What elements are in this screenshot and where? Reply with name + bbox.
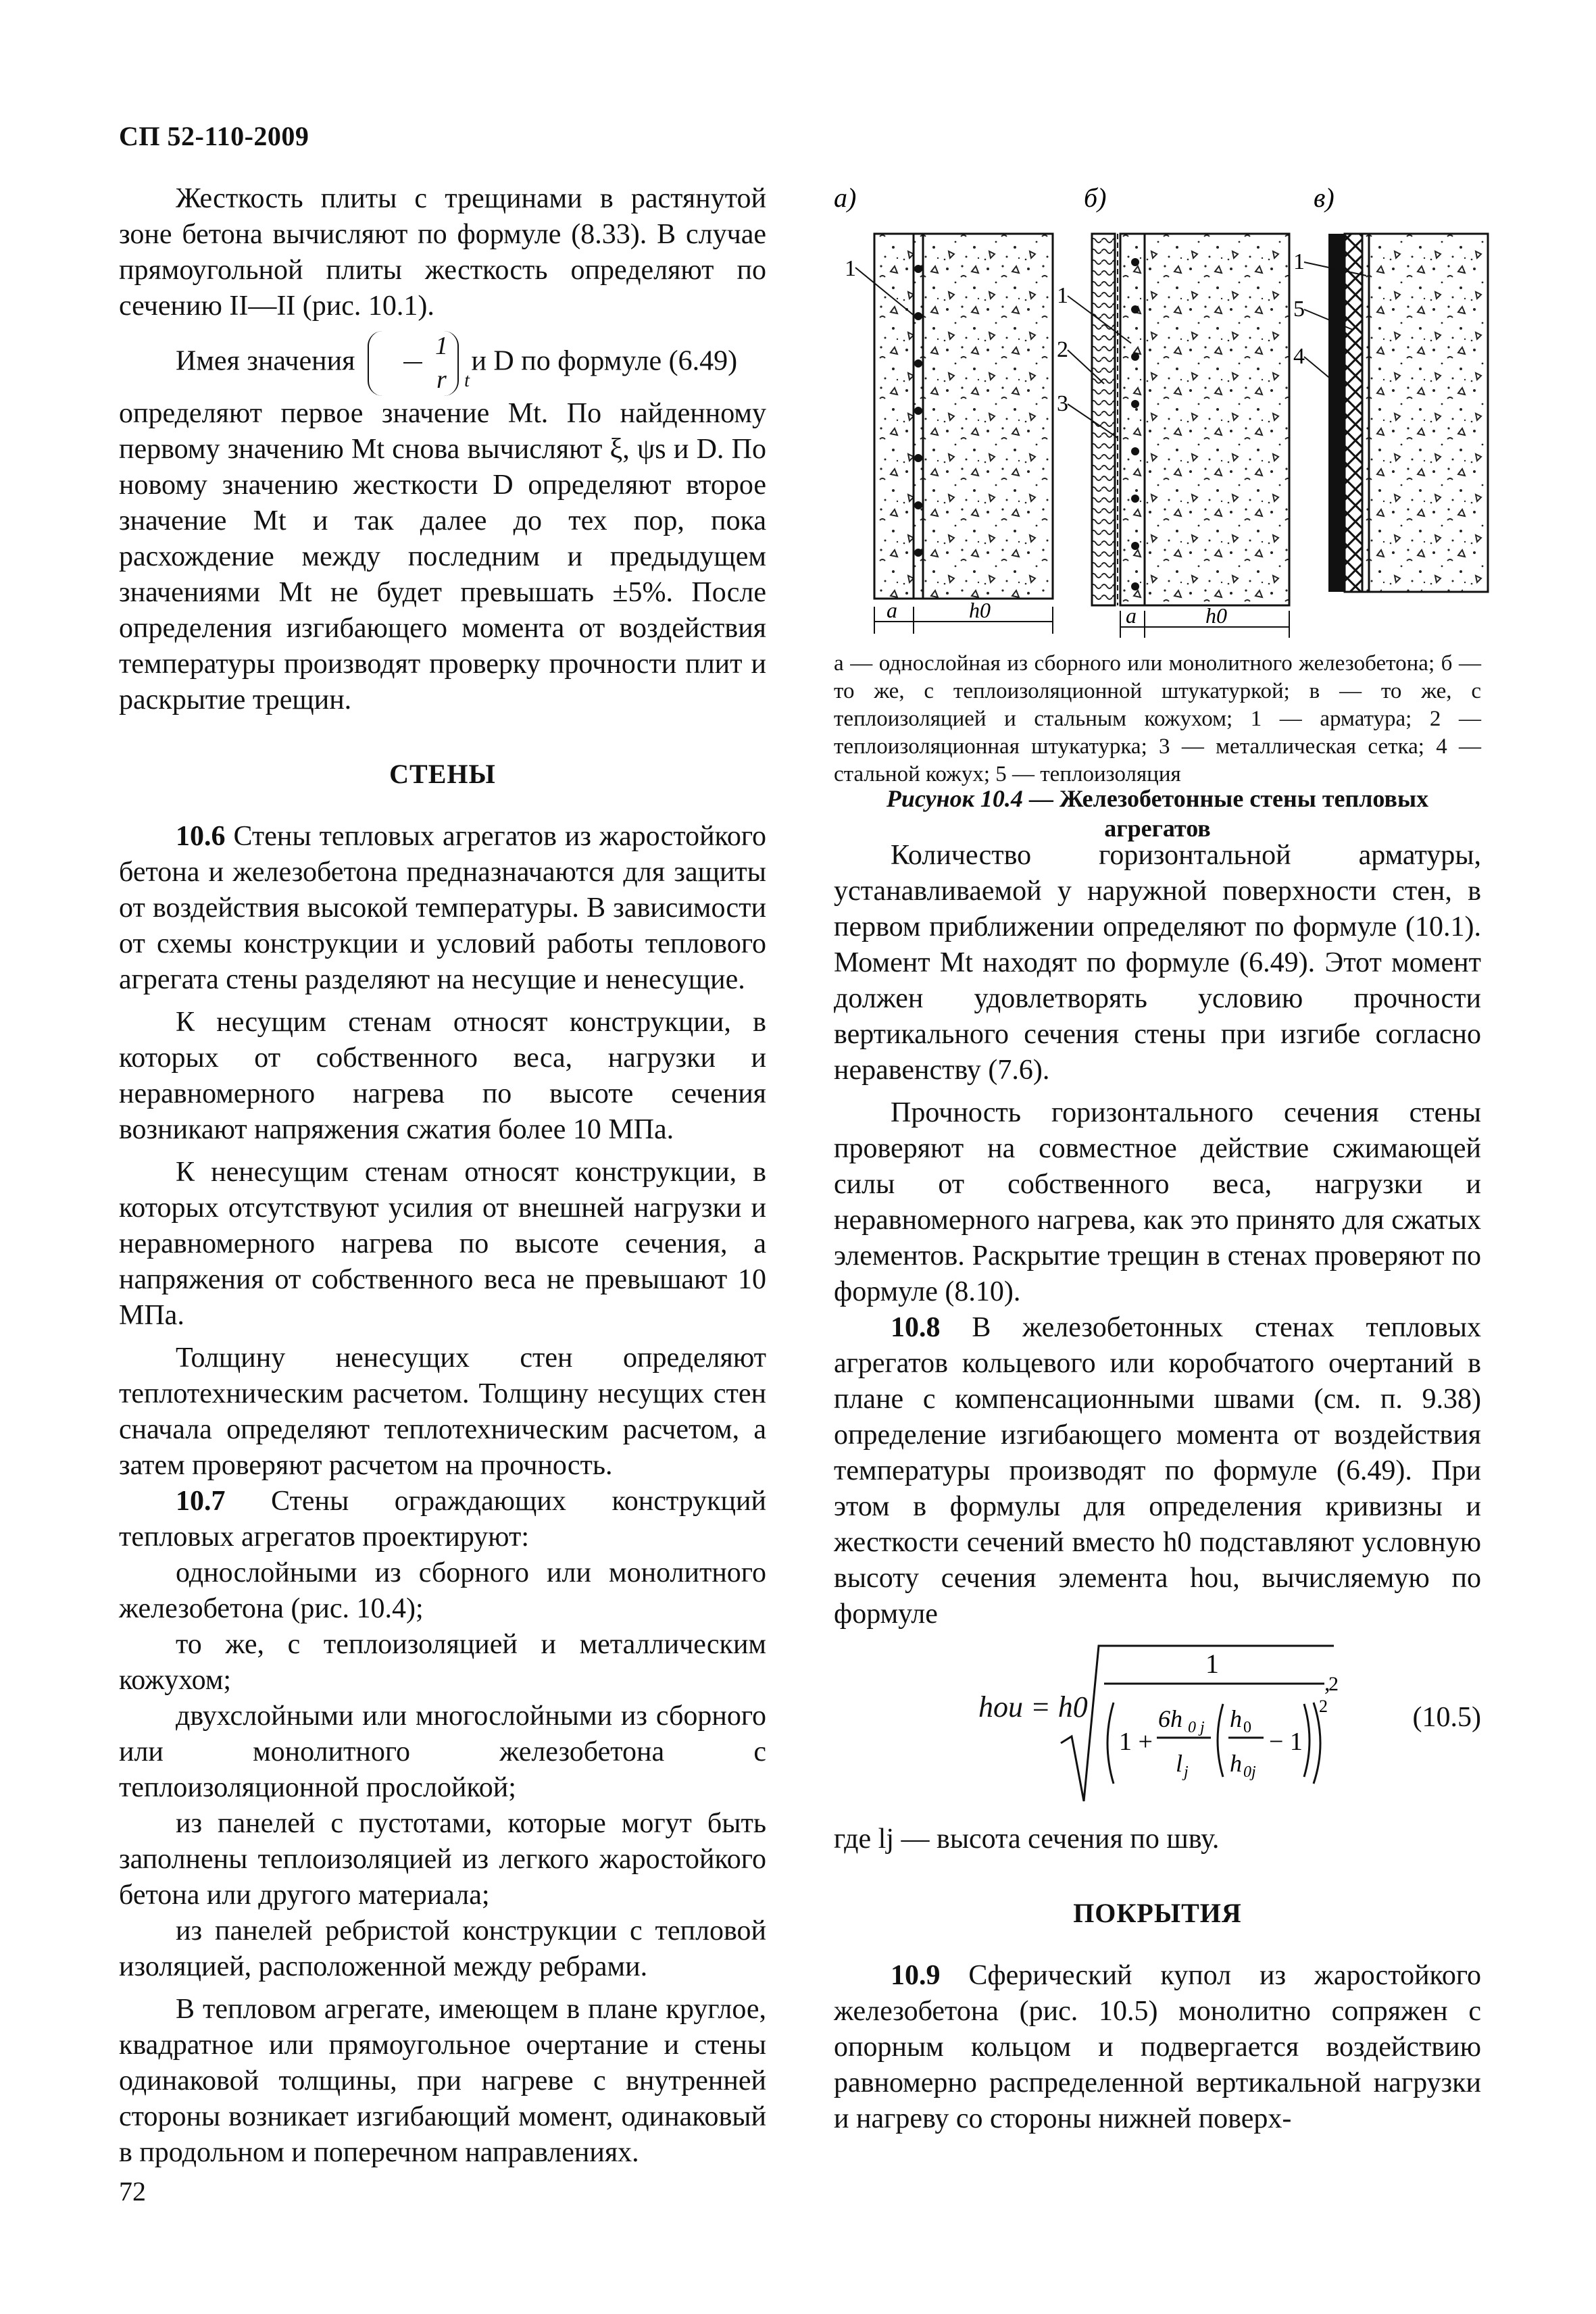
callout-a-1: 1	[845, 256, 856, 281]
svg-text:1 +: 1 +	[1119, 1728, 1153, 1756]
callout-b-3: 3	[1057, 391, 1068, 416]
wall-b-body	[1145, 234, 1289, 605]
paragraph: Прочность горизонтального сечения стены проверяют на совместное действие сжимающей силы от собственного веса, нагрузки и неравномерного нагрева, как это принято для сжатых элементов. Раскрытие трещин в стенах проверяют по формуле (8.10).	[834, 1097, 1481, 1307]
list-item: то же, с теплоизоляцией и металлическим кожухом;	[119, 1629, 766, 1696]
svg-text:,: ,	[1324, 1671, 1330, 1696]
wall-b-plaster-layer	[1092, 234, 1115, 605]
paragraph: определяют первое значение Mt. По найденному первому значению Mt снова вычисляют ξ, ψs и D. По новому значению жесткости D определяют второе значение Mt и так далее до тех пор, пока расхождение между последним и предыдущем значениями Mt не будет превышать ±5%. После определения изгибающего момента от воздействия температуры производят проверку прочности плит и раскрытие трещин.	[119, 398, 766, 715]
paragraph: Количество горизонтальной арматуры, устанавливаемой у наружной поверхности стен, в первом приближении определяют по формуле (10.1). Момент Mt находят по формуле (6.49). Этот момент должен удовлетворять условию прочности вертикального сечения стены при изгибе согласно неравенству (7.6).	[834, 840, 1481, 1086]
wall-c-body	[1362, 234, 1488, 592]
wall-a-body	[914, 234, 1053, 599]
paragraph: Жесткость плиты с трещинами в растянутой зоне бетона вычисляют по формуле (8.33). В случае прямоугольной плиты жесткость определяют по сечению II—II (рис. 10.1).	[119, 183, 766, 322]
panel-label-c: в)	[1314, 182, 1335, 213]
paragraph-with-fraction: Имея значения 1 r t и D по формуле (6.49)	[119, 331, 766, 396]
svg-text:− 1: − 1	[1269, 1728, 1303, 1756]
list-item: двухслойными или многослойными из сборного или монолитного железобетона с теплоизоляционной прослойкой;	[119, 1701, 766, 1803]
section-title: СТЕНЫ	[389, 759, 496, 789]
wall-sections-drawing	[820, 181, 1496, 640]
page-number: 72	[119, 2176, 146, 2207]
paragraph: К ненесущим стенам относят конструкции, в которых отсутствуют усилия от внешней нагрузки и неравномерного нагрева по высоте сечения, а напряжения от собственного веса не превышают 10 МПа.	[119, 1157, 766, 1331]
svg-text:j: j	[1184, 1763, 1189, 1781]
where-clause: где lj — высота сечения по шву.	[834, 1823, 1220, 1855]
dim-a-label: a	[887, 598, 897, 622]
formula-10-5	[834, 1642, 1481, 1817]
wall-c-insulation	[1345, 234, 1362, 592]
svg-text:0j: 0j	[1243, 1763, 1256, 1781]
list-item: из панелей с пустотами, которые могут быть заполнены теплоизоляцией из легкого жаростойкого бетона или другого материала;	[119, 1808, 766, 1911]
clause-10-7: 10.7 Стены ограждающих конструкций тепловых агрегатов проектируют:	[119, 1486, 766, 1553]
wall-c-steel-shell	[1328, 234, 1345, 592]
svg-text:l: l	[1176, 1750, 1183, 1777]
clause-10-9: 10.9 Сферический купол из жаростойкого железобетона (рис. 10.5) монолитно сопряжен с опорным кольцом и подвергается воздействию равномерно распределенной вертикальной нагрузки и нагреву со стороны нижней поверх-	[834, 1960, 1481, 2134]
svg-text:2: 2	[1319, 1696, 1328, 1716]
svg-text:0: 0	[1243, 1719, 1251, 1736]
figure-caption: а — однослойная из сборного или монолитного железобетона; б — то же, с теплоизоляционной штукатуркой; в — то же, с теплоизоляцией и стальным кожухом; 1 — арматура; 2 — теплоизоляционная штукатурка; 3 — металлическая сетка; 4 — стальной кожух; 5 — теплоизоляция	[834, 651, 1481, 786]
svg-text:1: 1	[1205, 1649, 1219, 1679]
list-item: из панелей ребристой конструкции с тепловой изоляцией, расположенной между ребрами.	[119, 1915, 766, 1982]
svg-text:2: 2	[1328, 1673, 1339, 1695]
formula-lhs: hou = h0	[978, 1690, 1088, 1724]
formula-number: (10.5)	[1412, 1702, 1481, 1733]
panel-label-b: б)	[1084, 182, 1107, 213]
paragraph: К несущим стенам относят конструкции, в которых от собственного веса, нагрузки и неравномерного нагрева по высоте сечения возникают напряжения сжатия более 10 МПа.	[119, 1007, 766, 1145]
right-column	[834, 838, 1481, 2137]
clause-10-6: 10.6 Стены тепловых агрегатов из жаростойкого бетона и железобетона предназначаются для защиты от воздействия высокой температуры. В зависимости от схемы конструкции и условий работы теплового агрегата стены разделяют на несущие и ненесущие.	[119, 821, 766, 995]
callout-b-2: 2	[1057, 337, 1068, 362]
panel-label-a: а)	[834, 182, 857, 213]
left-column	[119, 181, 766, 2171]
inline-fraction: 1 r t	[368, 331, 459, 396]
svg-text:h: h	[1230, 1750, 1242, 1777]
clause-10-8: 10.8 В железобетонных стенах тепловых агрегатов кольцевого или коробчатого очертаний в плане с компенсационными швами (см. п. 9.38) определение изгибающего момента от воздействия температуры производят по формуле (6.49). При этом в формулы для определения кривизны и жесткости сечений вместо h0 подставляют условную высоту сечения элемента hou, вычисляемую по формуле	[834, 1312, 1481, 1630]
callout-c-4: 4	[1293, 344, 1305, 369]
callout-c-5: 5	[1293, 297, 1305, 322]
paragraph: В тепловом агрегате, имеющем в плане круглое, квадратное или прямоугольное очертание и стены одинаковой толщины, при нагреве с внутренней стороны возникает изгибающий момент, одинаковый в продольном и поперечном направлениях.	[119, 1994, 766, 2168]
dim-h0-label: h0	[1205, 603, 1227, 628]
callout-b-1: 1	[1057, 283, 1068, 308]
dim-a-label: a	[1126, 603, 1137, 628]
section-title: ПОКРЫТИЯ	[1073, 1898, 1242, 1928]
callout-c-1: 1	[1293, 249, 1305, 274]
figure-title: Рисунок 10.4 — Железобетонные стены тепловых агрегатов	[886, 785, 1429, 842]
formula-radical	[1057, 1642, 1354, 1811]
paragraph: Толщину ненесущих стен определяют теплотехническим расчетом. Толщину несущих стен сначала определяют теплотехническим расчетом, а затем проверяют расчетом на прочность.	[119, 1342, 766, 1481]
svg-text:h: h	[1230, 1705, 1242, 1732]
dim-h0-label: h0	[969, 598, 991, 622]
svg-text:6h: 6h	[1158, 1705, 1182, 1732]
document-header: СП 52-110-2009	[119, 121, 309, 151]
svg-text:0 j: 0 j	[1188, 1719, 1205, 1736]
list-item: однослойными из сборного или монолитного железобетона (рис. 10.4);	[119, 1557, 766, 1624]
